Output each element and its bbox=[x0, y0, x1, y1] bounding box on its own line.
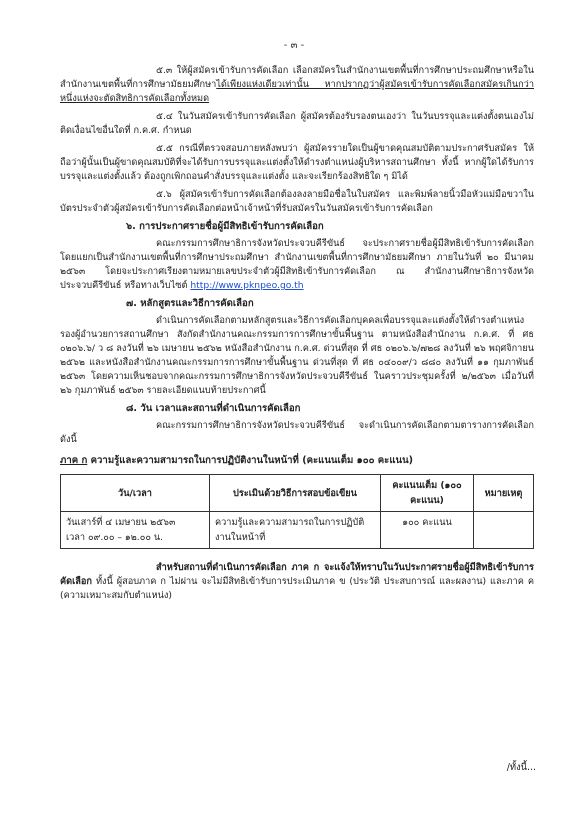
section-8-heading: ๘. วัน เวลาและสถานที่ดำเนินการคัดเลือก bbox=[126, 403, 301, 414]
header-method: ประเมินด้วยวิธีการสอบข้อเขียน bbox=[210, 475, 381, 512]
part-a-label: ภาค ก bbox=[60, 455, 88, 466]
section-8-body: คณะกรรมการศึกษาธิการจังหวัดประจวบคีรีขันธ์ จะดำเนินการคัดเลือกตามตารางการคัดเลือก ดังนี้ bbox=[60, 420, 534, 445]
cell-time: เวลา ๐๙.๐๐ – ๑๒.๐๐ น. bbox=[66, 532, 164, 543]
section-6-heading: ๖. การประกาศรายชื่อผู้มีสิทธิเข้ารับการคัดเลือก bbox=[126, 221, 324, 232]
header-score: คะแนนเต็ม (๑๐๐ คะแนน) bbox=[381, 475, 474, 512]
venue-note-bold: สำหรับสถานที่ดำเนินการคัดเลือก ภาค ก จะแจ้งให้ทราบในวันประกาศรายชื่อผู้มีสิทธิเข้ารับการคัดเลือก bbox=[60, 562, 534, 587]
after-table-paragraph bbox=[60, 561, 534, 603]
continuation-note: /ทั้งนี้... bbox=[506, 762, 536, 773]
website-link[interactable]: http://www.pknpeo.go.th bbox=[190, 280, 304, 291]
clause-5-3-underlined: ได้เพียงแห่งเดียวเท่านั้น หากปรากฏว่าผู้สมัครเข้ารับการคัดเลือกสมัครเกินกว่าหนึ่งแห่งจะตัดสิทธิการคัดเลือกทั้งหมด bbox=[60, 79, 534, 104]
cell-note bbox=[474, 512, 534, 549]
section-6-body bbox=[60, 237, 534, 293]
part-a-title bbox=[60, 453, 534, 468]
header-note: หมายเหตุ bbox=[474, 475, 534, 512]
cell-method: ความรู้และความสามารถในการปฏิบัติงานในหน้าที่ bbox=[210, 512, 381, 549]
cell-date: วันเสาร์ที่ ๔ เมษายน ๒๕๖๓ bbox=[66, 517, 176, 528]
section-7-body: ดำเนินการคัดเลือกตามหลักสูตรและวิธีการคัดเลือกบุคคลเพื่อบรรจุและแต่งตั้งให้ดำรงตำแหน่งรองผู้อำนวยการสถานศึกษา สังกัดสำนักงานคณะกรรมการการศึกษาขั้นพื้นฐาน ตามหนังสือสำนักงาน ก.ค.ศ. ที่ ศธ ๐๒๐๖.๖/ ว ๘ ลงวันที่ ๒๖ เมษายน ๒๕๖๒ หนังสือสำนักงาน ก.ค.ศ. ด่วนที่สุด ที่ ศธ ๐๒๐๖.๖/๗๒๘ ลงวันที่ ๒๖ พฤศจิกายน ๒๕๖๒ และหนังสือสำนักงานคณะกรรมการการศึกษาขั้นพื้นฐาน ด่วนที่สุด ที่ ศธ ๐๔๐๐๙/ว ๘๘๐ ลงวันที่ ๑๑ กุมภาพันธ์ ๒๕๖๓ โดยความเห็นชอบจากคณะกรรมการศึกษาธิการจังหวัดประจวบคีรีขันธ์ ในคราวประชุมครั้งที่ ๒/๒๕๖๓ เมื่อวันที่ ๒๖ กุมภาพันธ์ ๒๕๖๓ รายละเอียดแนบท้ายประกาศนี้ bbox=[60, 315, 534, 396]
section-7-heading: ๗. หลักสูตรและวิธีการคัดเลือก bbox=[126, 298, 254, 309]
clause-5-3 bbox=[60, 64, 534, 106]
section-6-text: คณะกรรมการศึกษาธิการจังหวัดประจวบคีรีขันธ์ จะประกาศรายชื่อผู้มีสิทธิเข้ารับการคัดเลือก โดยแยกเป็นสำนักงานเขตพื้นที่การศึกษาประถมศึกษา สำนักงานเขตพื้นที่การศึกษามัธยมศึกษา ภายในวันที่ ๒๐ มีนาคม ๒๕๖๓ โดยจะประกาศเรียงตามหมายเลขประจำตัวผู้มีสิทธิเข้ารับการคัดเลือก ณ สำนักงานศึกษาธิการจังหวัดประจวบคีรีขันธ์ หรือทางเว็บไซต์ bbox=[60, 238, 534, 291]
table-header-row bbox=[61, 475, 534, 512]
header-time: วัน/เวลา bbox=[61, 475, 210, 512]
clause-5-5: ๕.๕ กรณีที่ตรวจสอบภายหลังพบว่า ผู้สมัครรายใดเป็นผู้ขาดคุณสมบัติตามประกาศรับสมัคร ให้ถือว่าผู้นั้นเป็นผู้ขาดคุณสมบัติที่จะได้รับการบรรจุและแต่งตั้งให้ดำรงตำแหน่งผู้บริหารสถานศึกษา ทั้งนี้ หากผู้ใดได้รับการบรรจุและแต่งตั้งแล้ว ต้องถูกเพิกถอนคำสั่งบรรจุและแต่งตั้ง และจะเรียกร้องสิทธิใด ๆ มิได้ bbox=[60, 143, 534, 182]
exam-schedule-table bbox=[60, 474, 534, 549]
venue-note-text: ทั้งนี้ ผู้สอบภาค ก ไม่ผ่าน จะไม่มีสิทธิเข้ารับการประเมินภาค ข (ประวัติ ประสบการณ์ และผลงาน) และภาค ค (ความเหมาะสมกับตำแหน่ง) bbox=[60, 576, 535, 601]
table-row bbox=[61, 512, 534, 549]
clause-5-3-text: ๕.๓ ให้ผู้สมัครเข้ารับการคัดเลือก เลือกสมัครในสำนักงานเขตพื้นที่การศึกษาประถมศึกษาหรือในสำนักงานเขตพื้นที่การศึกษามัธยมศึกษา bbox=[60, 65, 534, 90]
clause-5-6: ๕.๖ ผู้สมัครเข้ารับการคัดเลือกต้องลงลายมือชื่อในใบสมัคร และพิมพ์ลายนิ้วมือหัวแม่มือขวาในบัตรประจำตัวผู้สมัครเข้ารับการคัดเลือกต่อหน้าเจ้าหน้าที่รับสมัครในวันสมัครเข้ารับการคัดเลือก bbox=[60, 189, 534, 214]
cell-datetime bbox=[61, 512, 210, 549]
clause-5-4: ๕.๔ ในวันสมัครเข้ารับการคัดเลือก ผู้สมัครต้องรับรองตนเองว่า ในวันบรรจุและแต่งตั้งตนเองไม่ติดเงื่อนไขอื่นใดที่ ก.ค.ศ. กำหนด bbox=[60, 111, 534, 136]
cell-score: ๑๐๐ คะแนน bbox=[381, 512, 474, 549]
part-a-text: ความรู้และความสามารถในการปฏิบัติงานในหน้าที่ (คะแนนเต็ม ๑๐๐ คะแนน) bbox=[90, 455, 414, 466]
document-body bbox=[60, 64, 534, 607]
page-number: - ๓ - bbox=[283, 40, 305, 51]
